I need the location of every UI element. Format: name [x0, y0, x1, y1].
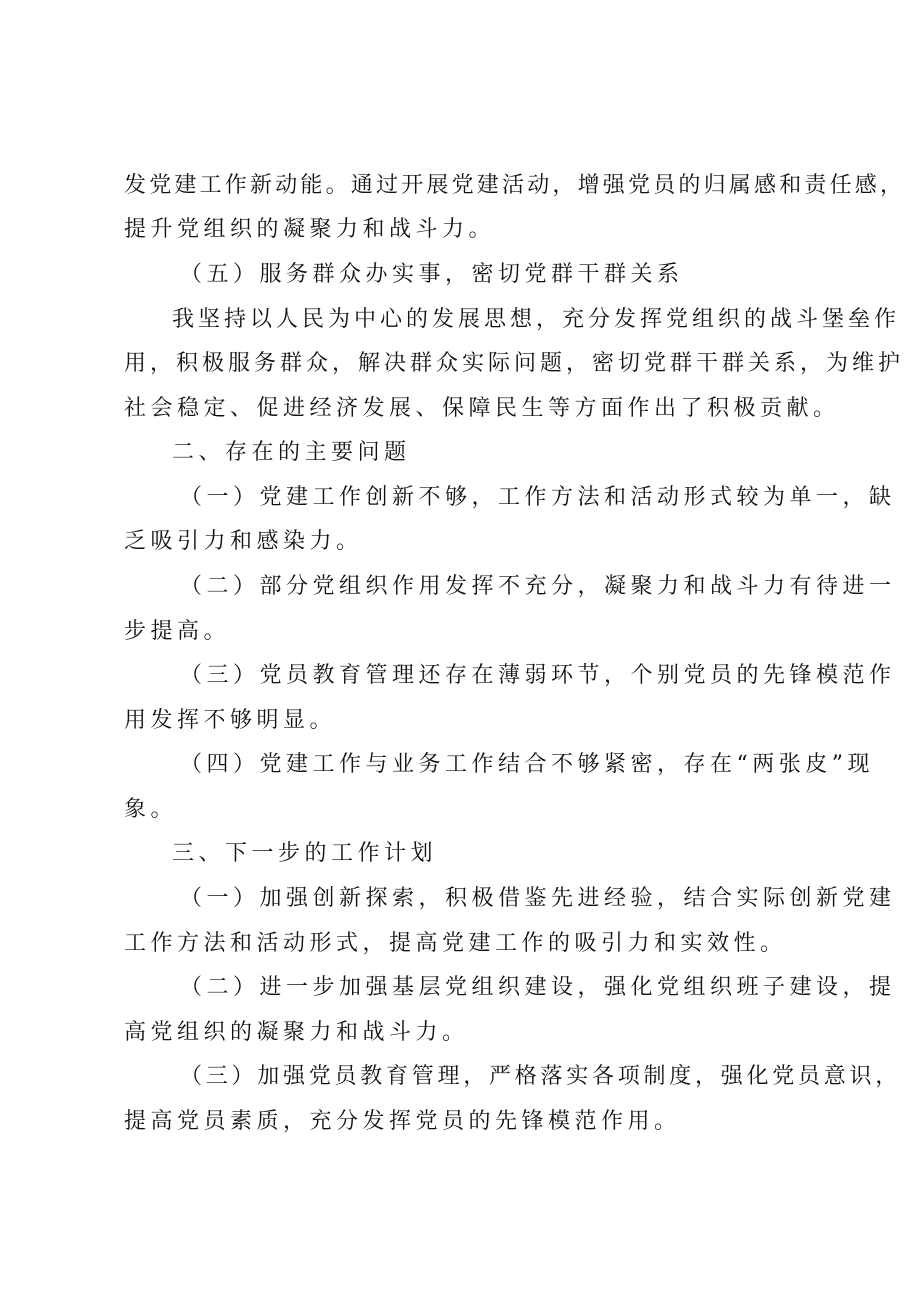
text-line: 高党组织的凝聚力和战斗力。: [124, 1020, 469, 1045]
text-line: 工作方法和活动形式，提高党建工作的吸引力和实效性。: [124, 931, 787, 956]
text-line: 用，积极服务群众，解决群众实际问题，密切党群干群关系，为维护: [124, 351, 905, 376]
text-line: （一）党建工作创新不够，工作方法和活动形式较为单一，缺: [180, 485, 896, 510]
section-heading: 二、存在的主要问题: [172, 440, 411, 465]
text-line: （二）部分党组织作用发挥不充分，凝聚力和战斗力有待进一: [180, 574, 896, 599]
text-line: 用发挥不够明显。: [124, 708, 337, 733]
text-line: 步提高。: [124, 619, 231, 644]
text-line: 提高党员素质，充分发挥党员的先锋模范作用。: [124, 1109, 681, 1134]
text-line: （三）加强党员教育管理，严格落实各项制度，强化党员意识，: [180, 1064, 902, 1089]
text-line: 发党建工作新动能。通过开展党建活动，增强党员的归属感和责任感，: [124, 173, 906, 198]
text-line: 提升党组织的凝聚力和战斗力。: [124, 217, 496, 242]
text-line: 乏吸引力和感染力。: [124, 529, 363, 554]
text-line: 社会稳定、促进经济发展、保障民生等方面作出了积极贡献。: [124, 396, 840, 421]
text-line: （三）党员教育管理还存在薄弱环节，个别党员的先锋模范作: [180, 663, 896, 688]
section-heading: （五）服务群众办实事，密切党群干群关系: [180, 262, 684, 287]
text-line: 象。: [124, 797, 178, 822]
text-line: （一）加强创新探索，积极借鉴先进经验，结合实际创新党建: [180, 886, 896, 911]
text-line: （二）进一步加强基层党组织建设，强化党组织班子建设，提: [180, 975, 896, 1000]
section-heading: 三、下一步的工作计划: [172, 841, 438, 866]
text-line: （四）党建工作与业务工作结合不够紧密，存在“两张皮”现: [180, 752, 874, 777]
text-line: 我坚持以人民为中心的发展思想，充分发挥党组织的战斗堡垒作: [172, 307, 901, 332]
